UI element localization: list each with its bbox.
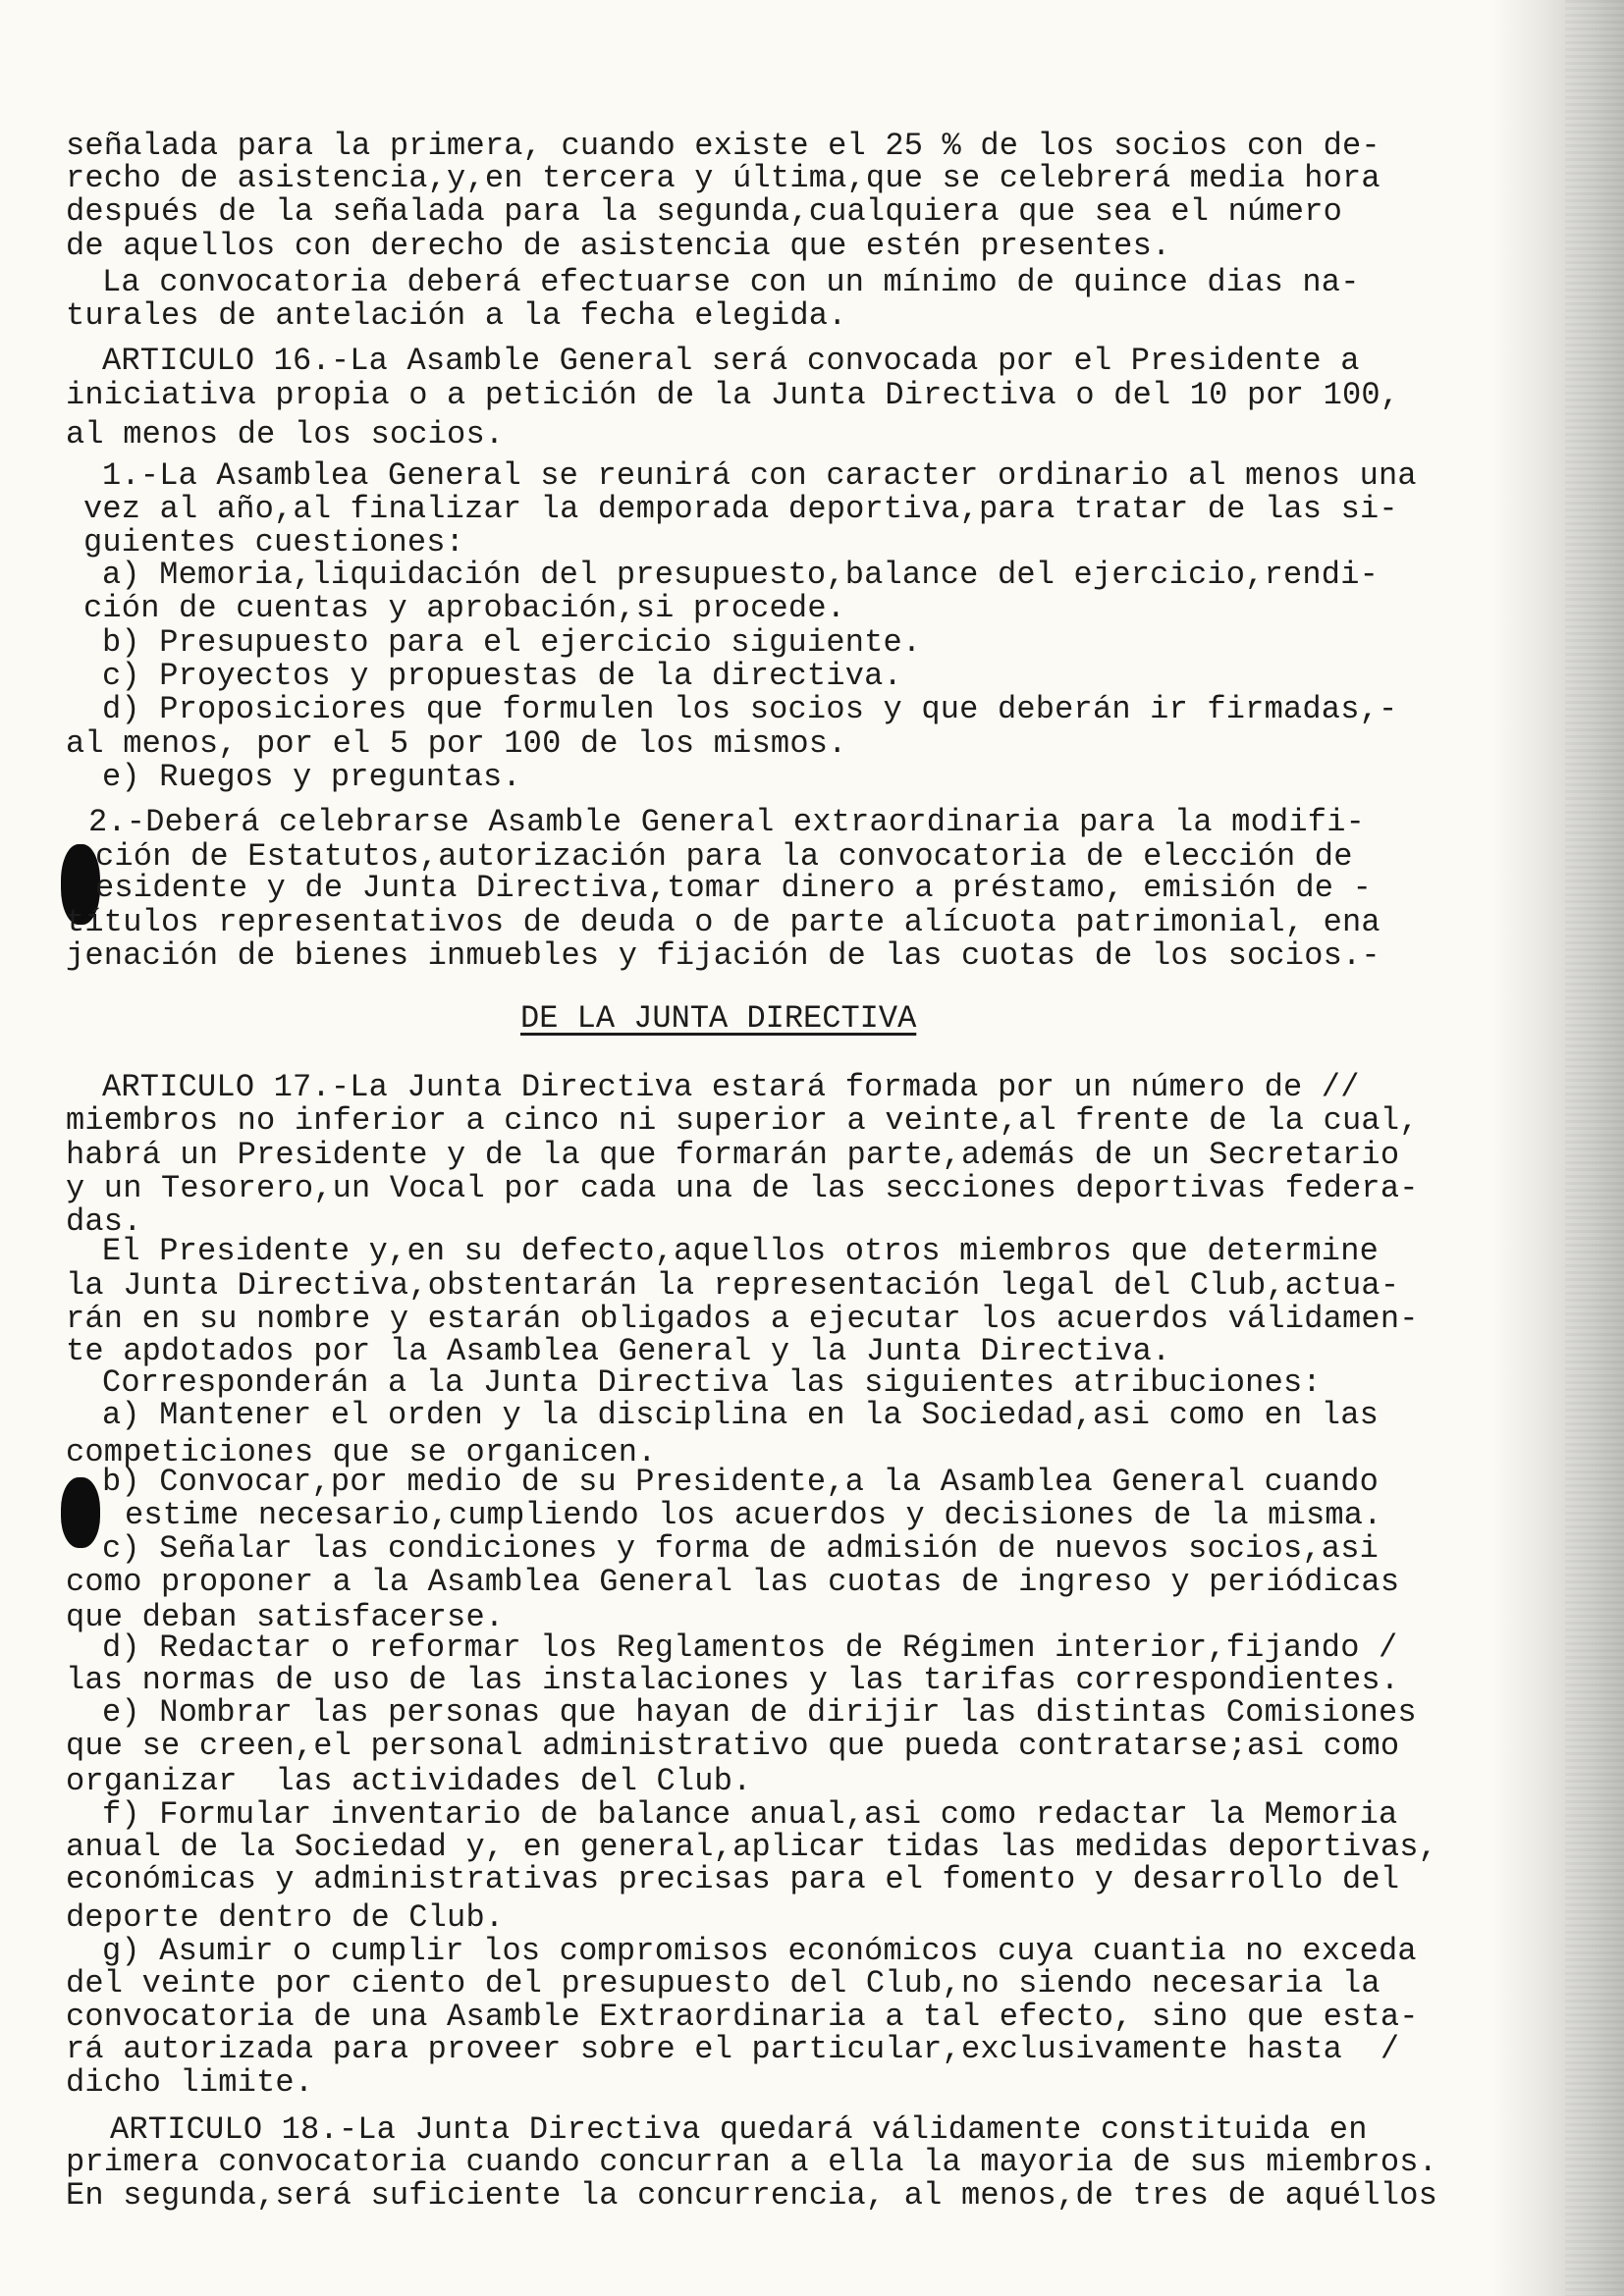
redaction-mark [61, 1477, 100, 1548]
text-line: al menos de los socios. [66, 416, 505, 453]
list-item: f) Formular inventario de balance anual,asi como redactar la Memoria [102, 1796, 1398, 1833]
text-line: miembros no inferior a cinco ni superior a veinte,al frente de la cual, [66, 1102, 1419, 1139]
text-line: esidente y de Junta Directiva,tomar dinero a préstamo, emisión de - [95, 870, 1373, 906]
text-line: guientes cuestiones: [83, 524, 465, 561]
text-line: después de la señalada para la segunda,cualquiera que sea el número [66, 193, 1343, 230]
text-line: competiciones que se organicen. [66, 1434, 657, 1470]
text-line: como proponer a la Asamblea General las cuotas de ingreso y periódicas [66, 1564, 1400, 1600]
list-item: b) Presupuesto para el ejercicio siguiente. [102, 624, 922, 661]
text-line: anual de la Sociedad y, en general,aplicar tidas las medidas deportivas, [66, 1829, 1438, 1865]
text-line: rá autorizada para proveer sobre el particular,exclusivamente hasta / [66, 2031, 1400, 2067]
text-line: que deban satisfacerse. [66, 1599, 505, 1635]
text-line: ción de cuentas y aprobación,si procede. [83, 590, 846, 626]
text-line: dicho limite. [66, 2064, 314, 2101]
text-line: primera convocatoria cuando concurran a ella la mayoria de sus miembros. [66, 2144, 1438, 2180]
text-line: iniciativa propia o a petición de la Junta Directiva o del 10 por 100, [66, 377, 1400, 413]
list-item: c) Señalar las condiciones y forma de admisión de nuevos socios,asi [102, 1530, 1380, 1567]
page-edge-shadow [1565, 0, 1624, 2296]
text-line: de aquellos con derecho de asistencia que estén presentes. [66, 228, 1171, 264]
text-line: al menos, por el 5 por 100 de los mismos. [66, 725, 847, 762]
text-line: y un Tesorero,un Vocal por cada una de las secciones deportivas federa- [66, 1170, 1419, 1206]
text-line: organizar las actividades del Club. [66, 1763, 752, 1799]
list-item: a) Mantener el orden y la disciplina en la Sociedad,asi como en las [102, 1397, 1380, 1433]
text-line: La convocatoria deberá efectuarse con un mínimo de quince dias na- [102, 264, 1360, 300]
text-line: das. [66, 1203, 142, 1240]
text-line: recho de asistencia,y,en tercera y última,que se celebrerá media hora [66, 160, 1380, 196]
text-line: rán en su nombre y estarán obligados a ejecutar los acuerdos válidamen- [66, 1301, 1419, 1337]
article-17-heading: ARTICULO 17.-La Junta Directiva estará formada por un número de // [102, 1069, 1360, 1105]
text-line: turales de antelación a la fecha elegida. [66, 297, 847, 334]
section-heading: DE LA JUNTA DIRECTIVA [520, 1000, 917, 1037]
text-line: títulos representativos de deuda o de parte alícuota patrimonial, ena [66, 904, 1380, 940]
text-line: deporte dentro de Club. [66, 1899, 505, 1936]
list-item: d) Redactar o reformar los Reglamentos de Régimen interior,fijando / [102, 1629, 1398, 1666]
text-line: 1.-La Asamblea General se reunirá con caracter ordinario al menos una [102, 457, 1417, 494]
text-line: las normas de uso de las instalaciones y las tarifas correspondientes. [66, 1662, 1400, 1698]
text-line: 2.-Deberá celebrarse Asamble General extraordinaria para la modifi- [88, 804, 1366, 840]
text-line: habrá un Presidente y de la que formarán parte,además de un Secretario [66, 1137, 1400, 1173]
list-item: g) Asumir o cumplir los compromisos económicos cuya cuantia no exceda [102, 1933, 1417, 1969]
list-item: a) Memoria,liquidación del presupuesto,balance del ejercicio,rendi- [102, 557, 1380, 593]
text-line: que se creen,el personal administrativo que pueda contratarse;asi como [66, 1728, 1400, 1764]
list-item: b) Convocar,por medio de su Presidente,a la Asamblea General cuando [102, 1464, 1380, 1500]
text-line: la Junta Directiva,obstentarán la representación legal del Club,actua- [66, 1267, 1400, 1304]
text-line: vez al año,al finalizar la demporada deportiva,para tratar de las si- [83, 491, 1398, 527]
list-item: c) Proyectos y propuestas de la directiva. [102, 658, 902, 694]
text-line: El Presidente y,en su defecto,aquellos otros miembros que determine [102, 1233, 1380, 1269]
text-line: estime necesario,cumpliendo los acuerdos y decisiones de la misma. [125, 1497, 1382, 1533]
list-item: e) Ruegos y preguntas. [102, 759, 521, 795]
text-line: jenación de bienes inmuebles y fijación de las cuotas de los socios.- [66, 937, 1380, 974]
text-line: convocatoria de una Asamble Extraordinaria a tal efecto, sino que esta- [66, 1999, 1419, 2035]
text-line: En segunda,será suficiente la concurrencia, al menos,de tres de aquéllos [66, 2177, 1438, 2214]
text-line: del veinte por ciento del presupuesto del Club,no siendo necesaria la [66, 1965, 1380, 2002]
text-line: económicas y administrativas precisas para el fomento y desarrollo del [66, 1861, 1400, 1897]
list-item: e) Nombrar las personas que hayan de dirijir las distintas Comisiones [102, 1694, 1417, 1731]
text-line: te apdotados por la Asamblea General y la Junta Directiva. [66, 1333, 1171, 1369]
text-line: señalada para la primera, cuando existe el 25 % de los socios con de- [66, 128, 1380, 164]
list-item: d) Proposiciores que formulen los socios y que deberán ir firmadas,- [102, 691, 1398, 727]
text-line: Corresponderán a la Junta Directiva las siguientes atribuciones: [102, 1364, 1322, 1401]
article-18-heading: ARTICULO 18.-La Junta Directiva quedará válidamente constituida en [110, 2111, 1368, 2148]
article-16-heading: ARTICULO 16.-La Asamble General será convocada por el Presidente a [102, 343, 1360, 379]
text-line: ción de Estatutos,autorización para la convocatoria de elección de [95, 838, 1353, 875]
